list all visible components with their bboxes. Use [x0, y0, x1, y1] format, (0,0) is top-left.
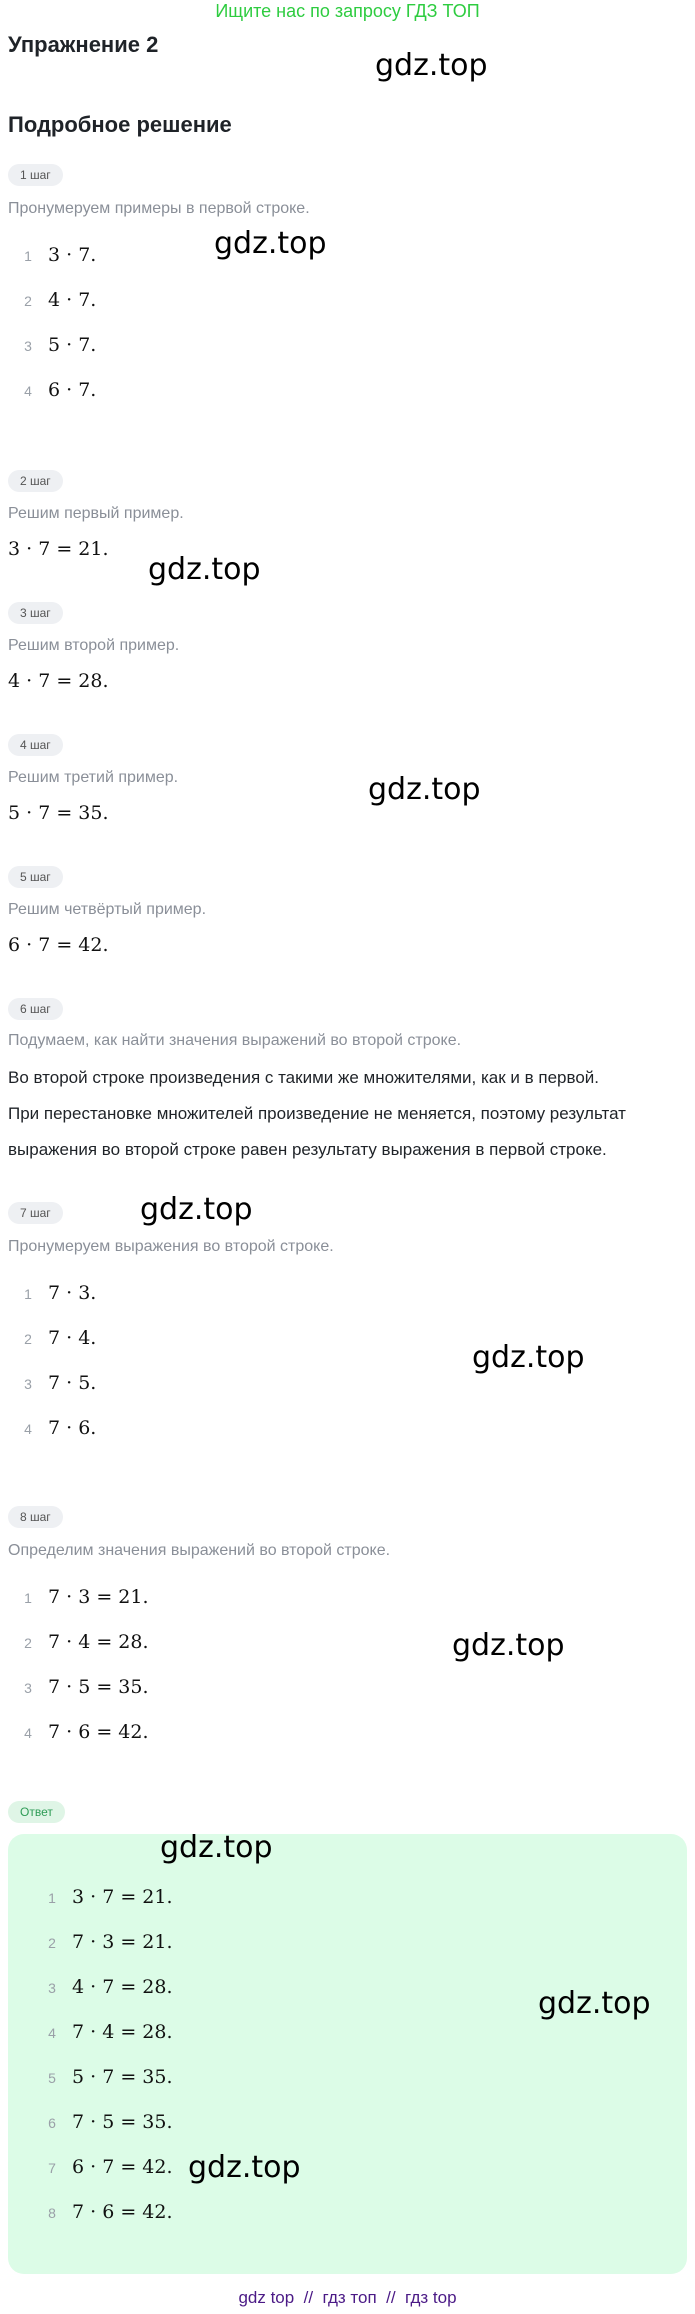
list-number: 3 — [24, 1376, 32, 1392]
step-badge: 5 шаг — [8, 866, 63, 888]
step-badge: 6 шаг — [8, 998, 63, 1020]
list-number: 8 — [48, 2205, 56, 2221]
answer-item: 7 · 3 = 21. — [72, 1931, 173, 1953]
step-math: 5 · 7 = 35. — [8, 802, 109, 824]
step-description: Решим четвёртый пример. — [8, 901, 207, 918]
list-number: 1 — [24, 1286, 32, 1302]
list-item: 7 · 6 = 42. — [48, 1721, 149, 1743]
list-item: 6 · 7. — [48, 379, 97, 401]
step-description: Решим первый пример. — [8, 505, 184, 522]
list-item: 7 · 5. — [48, 1372, 97, 1394]
watermark: gdz.top — [148, 552, 261, 587]
step-description: Пронумеруем выражения во второй строке. — [8, 1238, 334, 1255]
list-item: 7 · 6. — [48, 1417, 97, 1439]
list-item: 5 · 7. — [48, 334, 97, 356]
list-item: 7 · 4. — [48, 1327, 97, 1349]
answer-badge: Ответ — [8, 1801, 65, 1823]
exercise-title: Упражнение 2 — [8, 32, 159, 57]
list-item: 4 · 7. — [48, 289, 97, 311]
explanation-line: Во второй строке произведения с такими же множителями, как и в первой. — [8, 1068, 600, 1087]
list-item: 7 · 5 = 35. — [48, 1676, 149, 1698]
list-number: 6 — [48, 2115, 56, 2131]
step-math: 3 · 7 = 21. — [8, 538, 109, 560]
answer-item: 4 · 7 = 28. — [72, 1976, 173, 1998]
list-item: 7 · 4 = 28. — [48, 1631, 149, 1653]
explanation-line: При перестановке множителей произведение не меняется, поэтому результат — [8, 1104, 626, 1123]
list-number: 3 — [24, 1680, 32, 1696]
answer-item: 3 · 7 = 21. — [72, 1886, 173, 1908]
watermark: gdz.top — [452, 1628, 565, 1663]
step-badge: 4 шаг — [8, 734, 63, 756]
list-number: 1 — [24, 248, 32, 264]
list-item: 7 · 3. — [48, 1282, 97, 1304]
answer-item: 7 · 6 = 42. — [72, 2201, 173, 2223]
step-description: Пронумеруем примеры в первой строке. — [8, 200, 310, 217]
watermark: gdz.top — [214, 226, 327, 261]
step-description: Решим второй пример. — [8, 637, 180, 654]
solution-title: Подробное решение — [8, 112, 232, 137]
watermark: gdz.top — [375, 48, 488, 83]
watermark: gdz.top — [368, 772, 481, 807]
step-description: Определим значения выражений во второй строке. — [8, 1542, 391, 1559]
list-number: 4 — [48, 2025, 56, 2041]
list-number: 1 — [48, 1890, 56, 1906]
list-number: 5 — [48, 2070, 56, 2086]
watermark: gdz.top — [188, 2150, 301, 2185]
step-description: Решим третий пример. — [8, 769, 179, 786]
list-number: 3 — [24, 338, 32, 354]
watermark: gdz.top — [472, 1340, 585, 1375]
step-badge: 8 шаг — [8, 1506, 63, 1528]
list-number: 7 — [48, 2160, 56, 2176]
watermark: gdz.top — [538, 1986, 651, 2021]
step-math: 6 · 7 = 42. — [8, 934, 109, 956]
step-badge: 7 шаг — [8, 1202, 63, 1224]
search-banner: Ищите нас по запросу ГДЗ ТОП — [215, 1, 480, 21]
list-number: 2 — [48, 1935, 56, 1951]
list-number: 4 — [24, 1725, 32, 1741]
footer-links[interactable]: gdz top // гдз топ // гдз top — [238, 2288, 457, 2307]
explanation-line: выражения во второй строке равен результату выражения в первой строке. — [8, 1140, 607, 1159]
answer-item: 7 · 4 = 28. — [72, 2021, 173, 2043]
list-item: 3 · 7. — [48, 244, 97, 266]
list-number: 2 — [24, 1635, 32, 1651]
list-number: 1 — [24, 1590, 32, 1606]
step-badge: 3 шаг — [8, 602, 63, 624]
watermark: gdz.top — [140, 1192, 253, 1227]
list-number: 2 — [24, 293, 32, 309]
list-number: 2 — [24, 1331, 32, 1347]
list-number: 4 — [24, 1421, 32, 1437]
step-description: Подумаем, как найти значения выражений во второй строке. — [8, 1032, 462, 1049]
answer-item: 6 · 7 = 42. — [72, 2156, 173, 2178]
answer-item: 7 · 5 = 35. — [72, 2111, 173, 2133]
step-badge: 1 шаг — [8, 164, 63, 186]
list-number: 3 — [48, 1980, 56, 1996]
watermark: gdz.top — [160, 1830, 273, 1865]
list-item: 7 · 3 = 21. — [48, 1586, 149, 1608]
answer-item: 5 · 7 = 35. — [72, 2066, 173, 2088]
step-math: 4 · 7 = 28. — [8, 670, 109, 692]
list-number: 4 — [24, 383, 32, 399]
step-badge: 2 шаг — [8, 470, 63, 492]
